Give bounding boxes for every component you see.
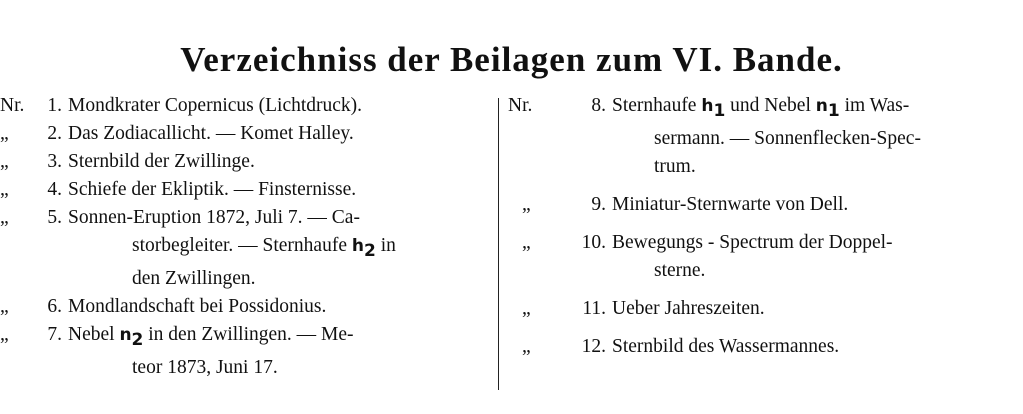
entry-text: Ueber Jahreszeiten.	[612, 297, 765, 319]
list-item	[0, 92, 488, 120]
column-divider	[498, 98, 499, 390]
entry-text: Sternhaufe $h_1$ und Nebel $n_1$ im Was- sermann. — Sonnenflecken-Spec- trum.	[612, 95, 921, 177]
entry-number: 2.	[47, 123, 62, 144]
entry-prefix: Nr.	[0, 95, 25, 116]
entry-prefix: „	[0, 207, 9, 228]
entry-text: Miniatur-Sternwarte von Dell.	[612, 193, 849, 215]
entry-prefix: „	[522, 297, 531, 319]
entry-prefix: „	[522, 193, 531, 215]
entry-number: 11.	[582, 297, 606, 319]
entry-prefix: „	[522, 335, 531, 357]
entry-text: Sonnen-Eruption 1872, Juli 7. — Ca- storbegleiter. — Sternhaufe $h_2$ in den Zwillingen.	[68, 207, 396, 289]
entry-prefix: „	[522, 231, 531, 253]
entry-number: 6.	[47, 295, 62, 317]
entry-text: Sternbild der Zwillinge.	[68, 151, 255, 172]
list-item	[508, 191, 1013, 219]
list-item	[0, 293, 488, 321]
entry-number: 4.	[47, 179, 62, 200]
entry-prefix: „	[0, 295, 9, 317]
entry-text: Schiefe der Ekliptik. — Finsternisse.	[68, 179, 357, 200]
entry-text: Das Zodiacallicht. — Komet Halley.	[68, 123, 354, 144]
entry-number: 8.	[591, 95, 606, 116]
list-item	[508, 229, 1013, 285]
entry-number: 3.	[47, 151, 62, 172]
entry-prefix: „	[0, 179, 9, 200]
list-item	[0, 321, 488, 382]
list-item	[0, 148, 488, 176]
entry-prefix: „	[0, 151, 9, 172]
entry-text: Mondlandschaft bei Possidonius.	[68, 295, 327, 317]
list-item	[0, 176, 488, 204]
list-item	[508, 92, 1013, 181]
entry-number: 1.	[47, 95, 62, 116]
entry-text: Bewegungs - Spectrum der Doppel- sterne.	[612, 231, 893, 281]
list-item	[508, 295, 1013, 323]
left-column	[0, 92, 488, 382]
entry-text: Mondkrater Copernicus (Lichtdruck).	[68, 95, 363, 116]
entry-prefix: Nr.	[508, 95, 533, 116]
entry-number: 12.	[581, 335, 606, 357]
entry-prefix: „	[0, 323, 9, 345]
entry-number: 7.	[47, 323, 62, 345]
list-item	[0, 204, 488, 293]
entry-prefix: „	[0, 123, 9, 144]
entry-number: 10.	[581, 231, 606, 253]
list-item	[508, 333, 1013, 361]
right-column	[508, 92, 1013, 361]
entry-number: 9.	[591, 193, 606, 215]
list-item	[0, 120, 488, 148]
entry-text: Nebel $n_2$ in den Zwillingen. — Me- teor 1873, Juni 17.	[68, 323, 354, 378]
entry-number: 5.	[47, 207, 62, 228]
entry-text: Sternbild des Wassermannes.	[612, 335, 840, 357]
page-title: Verzeichniss der Beilagen zum VI. Bande.	[180, 40, 843, 79]
